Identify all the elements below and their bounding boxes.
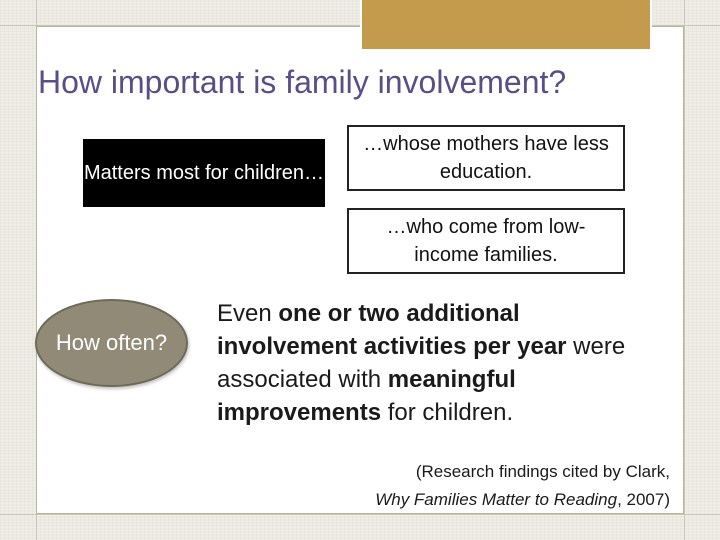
how-often-label: How often?: [55, 330, 168, 355]
slide-title: How important is family involvement?: [38, 64, 567, 100]
main-point-box: [83, 139, 325, 207]
frame-line-right: [684, 0, 685, 540]
findings-bold-1: one or two additional involvement activities per year: [217, 300, 567, 360]
sub-point-box-education: [347, 125, 625, 191]
findings-paragraph: [217, 297, 657, 429]
accent-bar: [360, 0, 652, 51]
sub-point-box-income: [347, 208, 625, 274]
main-point-text: Matters most for children…: [83, 161, 325, 184]
citation-line-2: [375, 486, 670, 514]
sub-point-text-education: …whose mothers have less education.: [363, 133, 609, 183]
findings-text-3: for children.: [381, 399, 514, 426]
citation: [375, 458, 670, 514]
connector-line: [325, 160, 347, 162]
frame-line-bottom: [0, 514, 720, 515]
citation-title: Why Families Matter to Reading: [375, 490, 618, 509]
findings-text-1: Even: [217, 300, 279, 327]
sub-point-text-income: …who come from low-income families.: [386, 216, 586, 266]
citation-line-1: (Research findings cited by Clark,: [415, 462, 670, 481]
how-often-ellipse: [35, 299, 188, 387]
citation-year: , 2007): [617, 490, 670, 509]
findings-bold-2: meaningful improvements: [217, 366, 516, 426]
findings-text-2: were associated with: [217, 333, 626, 393]
